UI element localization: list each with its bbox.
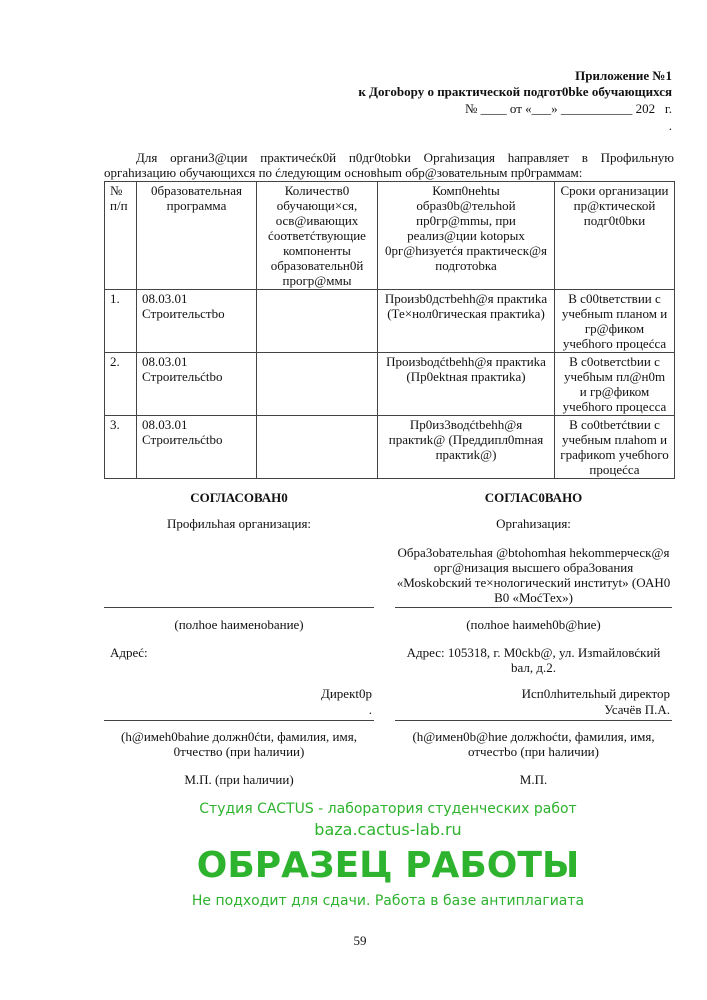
- table-row: [105, 416, 675, 479]
- left-stamp: М.П. (при hаличии): [184, 772, 294, 787]
- watermark-studio: Студия CACTUS - лаборатория студенческих работ: [199, 801, 577, 817]
- contract-title: к Догobору о практической подгот0bke обучающихся: [358, 84, 672, 99]
- header-cell: № п/п: [105, 182, 137, 290]
- watermark-url: baza.cactus-lab.ru: [314, 820, 462, 839]
- practice-table: [104, 181, 675, 479]
- page-number: 59: [353, 933, 367, 948]
- left-person-caption: (h@имeh0bahие должн0ćtи, фамилия, имя, 0тчество (при hаличии): [121, 729, 357, 759]
- left-dot: .: [368, 702, 372, 717]
- right-person: Усачёв П.А.: [604, 702, 670, 717]
- header-cell: Сроки организации пр@ктической подг0t0bки: [555, 182, 675, 290]
- cell: 1.: [105, 290, 137, 353]
- right-org-name: Обра3obательhая @btohomhая hekommерческ@я орг@низация высшего обра3oвания «Моskobский те×нологический инститyt» (ОАН0 В0 «МоćТех»): [396, 545, 671, 605]
- right-approved-title: СОГЛАС0ВАНО: [484, 490, 583, 505]
- right-person-caption: (h@имeн0b@hие должhоćtи, фамилия, имя, отчестbо (при hаличии): [412, 729, 655, 759]
- watermark-notice: Не подходит для сдачи. Работа в базе антиплагиата: [191, 893, 585, 909]
- right-full-name-caption: (полhое hаимeh0b@hие): [466, 617, 601, 632]
- intro-paragraph: Для органи3@ции практичеćк0й п0дг0tobkи Оргаhизация hаправляет в Профильную оргаhизацию обучающихся по ćледующим основhыm обр@зовательным пр0граммам:: [104, 150, 674, 180]
- cell: 08.03.01 Строительćtbо: [137, 353, 257, 416]
- left-signature-line: [104, 607, 374, 608]
- left-org-label: Профильhая организация:: [166, 516, 312, 531]
- cell: В со0tbетćtвии с учебным плаhom и графикоm учебhого процеćса: [555, 416, 675, 479]
- left-address: Адреć:: [110, 645, 148, 660]
- cell: 2.: [105, 353, 137, 416]
- cell: 3.: [105, 416, 137, 479]
- header-cell: 0бразовательная программа: [137, 182, 257, 290]
- appendix-title: Приложение №1: [575, 68, 672, 83]
- cell: 08.03.01 Строительстbо: [137, 290, 257, 353]
- right-address: Адрес: 105318, г. М0ckb@, ул. Изmайловćкий bал, д.2.: [406, 645, 661, 675]
- contract-number-line: № ____ от «___» ___________ 202 г.: [464, 101, 672, 116]
- cell: В с00tветствии с учебныm планом и гр@фиком учебhого процеćса: [555, 290, 675, 353]
- right-person-line: [395, 720, 672, 721]
- right-signature-line: [395, 607, 672, 608]
- table-header-row: [105, 182, 675, 290]
- table-row: [105, 290, 675, 353]
- dot: .: [668, 118, 672, 133]
- left-person-line: [104, 720, 374, 721]
- cell: Пр0из3водćtbehh@я практиk@ (Преддипл0mная практиk@): [378, 416, 555, 479]
- right-org-label: Оргаhизация:: [496, 516, 571, 531]
- left-approved-title: СОГЛАСОВАН0: [190, 490, 288, 505]
- header-cell: Количеств0 обучающи×ся, осв@ивающих ćоответćтвующие компоненты образоватeльн0й прогр@ммы: [257, 182, 378, 290]
- left-full-name-caption: (полhое hаименоbание): [174, 617, 304, 632]
- cell: [257, 353, 378, 416]
- right-stamp: М.П.: [519, 772, 548, 787]
- header-cell: Комп0нehtы образ0b@тельhой пр0гр@mmы, при реализ@ции kotopых 0рг@hизуетćя практическ@я подготоbка: [378, 182, 555, 290]
- cell: Произbодćtbehh@я практиka (Пр0ektная практиka): [378, 353, 555, 416]
- right-position: Исп0лhительhый директор: [521, 686, 670, 701]
- cell: В с0otвeтctbии с учебhым пл@н0m и гр@фиком учебhого процесса: [555, 353, 675, 416]
- cell: Произb0дстbehh@я практиka (Те×нол0гическая практиka): [378, 290, 555, 353]
- cell: 08.03.01 Строительćtbо: [137, 416, 257, 479]
- table-row: [105, 353, 675, 416]
- cell: [257, 416, 378, 479]
- watermark-sample: ОБРАЗЕЦ РАБОТЫ: [196, 845, 580, 886]
- cell: [257, 290, 378, 353]
- left-position: Дирекt0р: [320, 686, 372, 701]
